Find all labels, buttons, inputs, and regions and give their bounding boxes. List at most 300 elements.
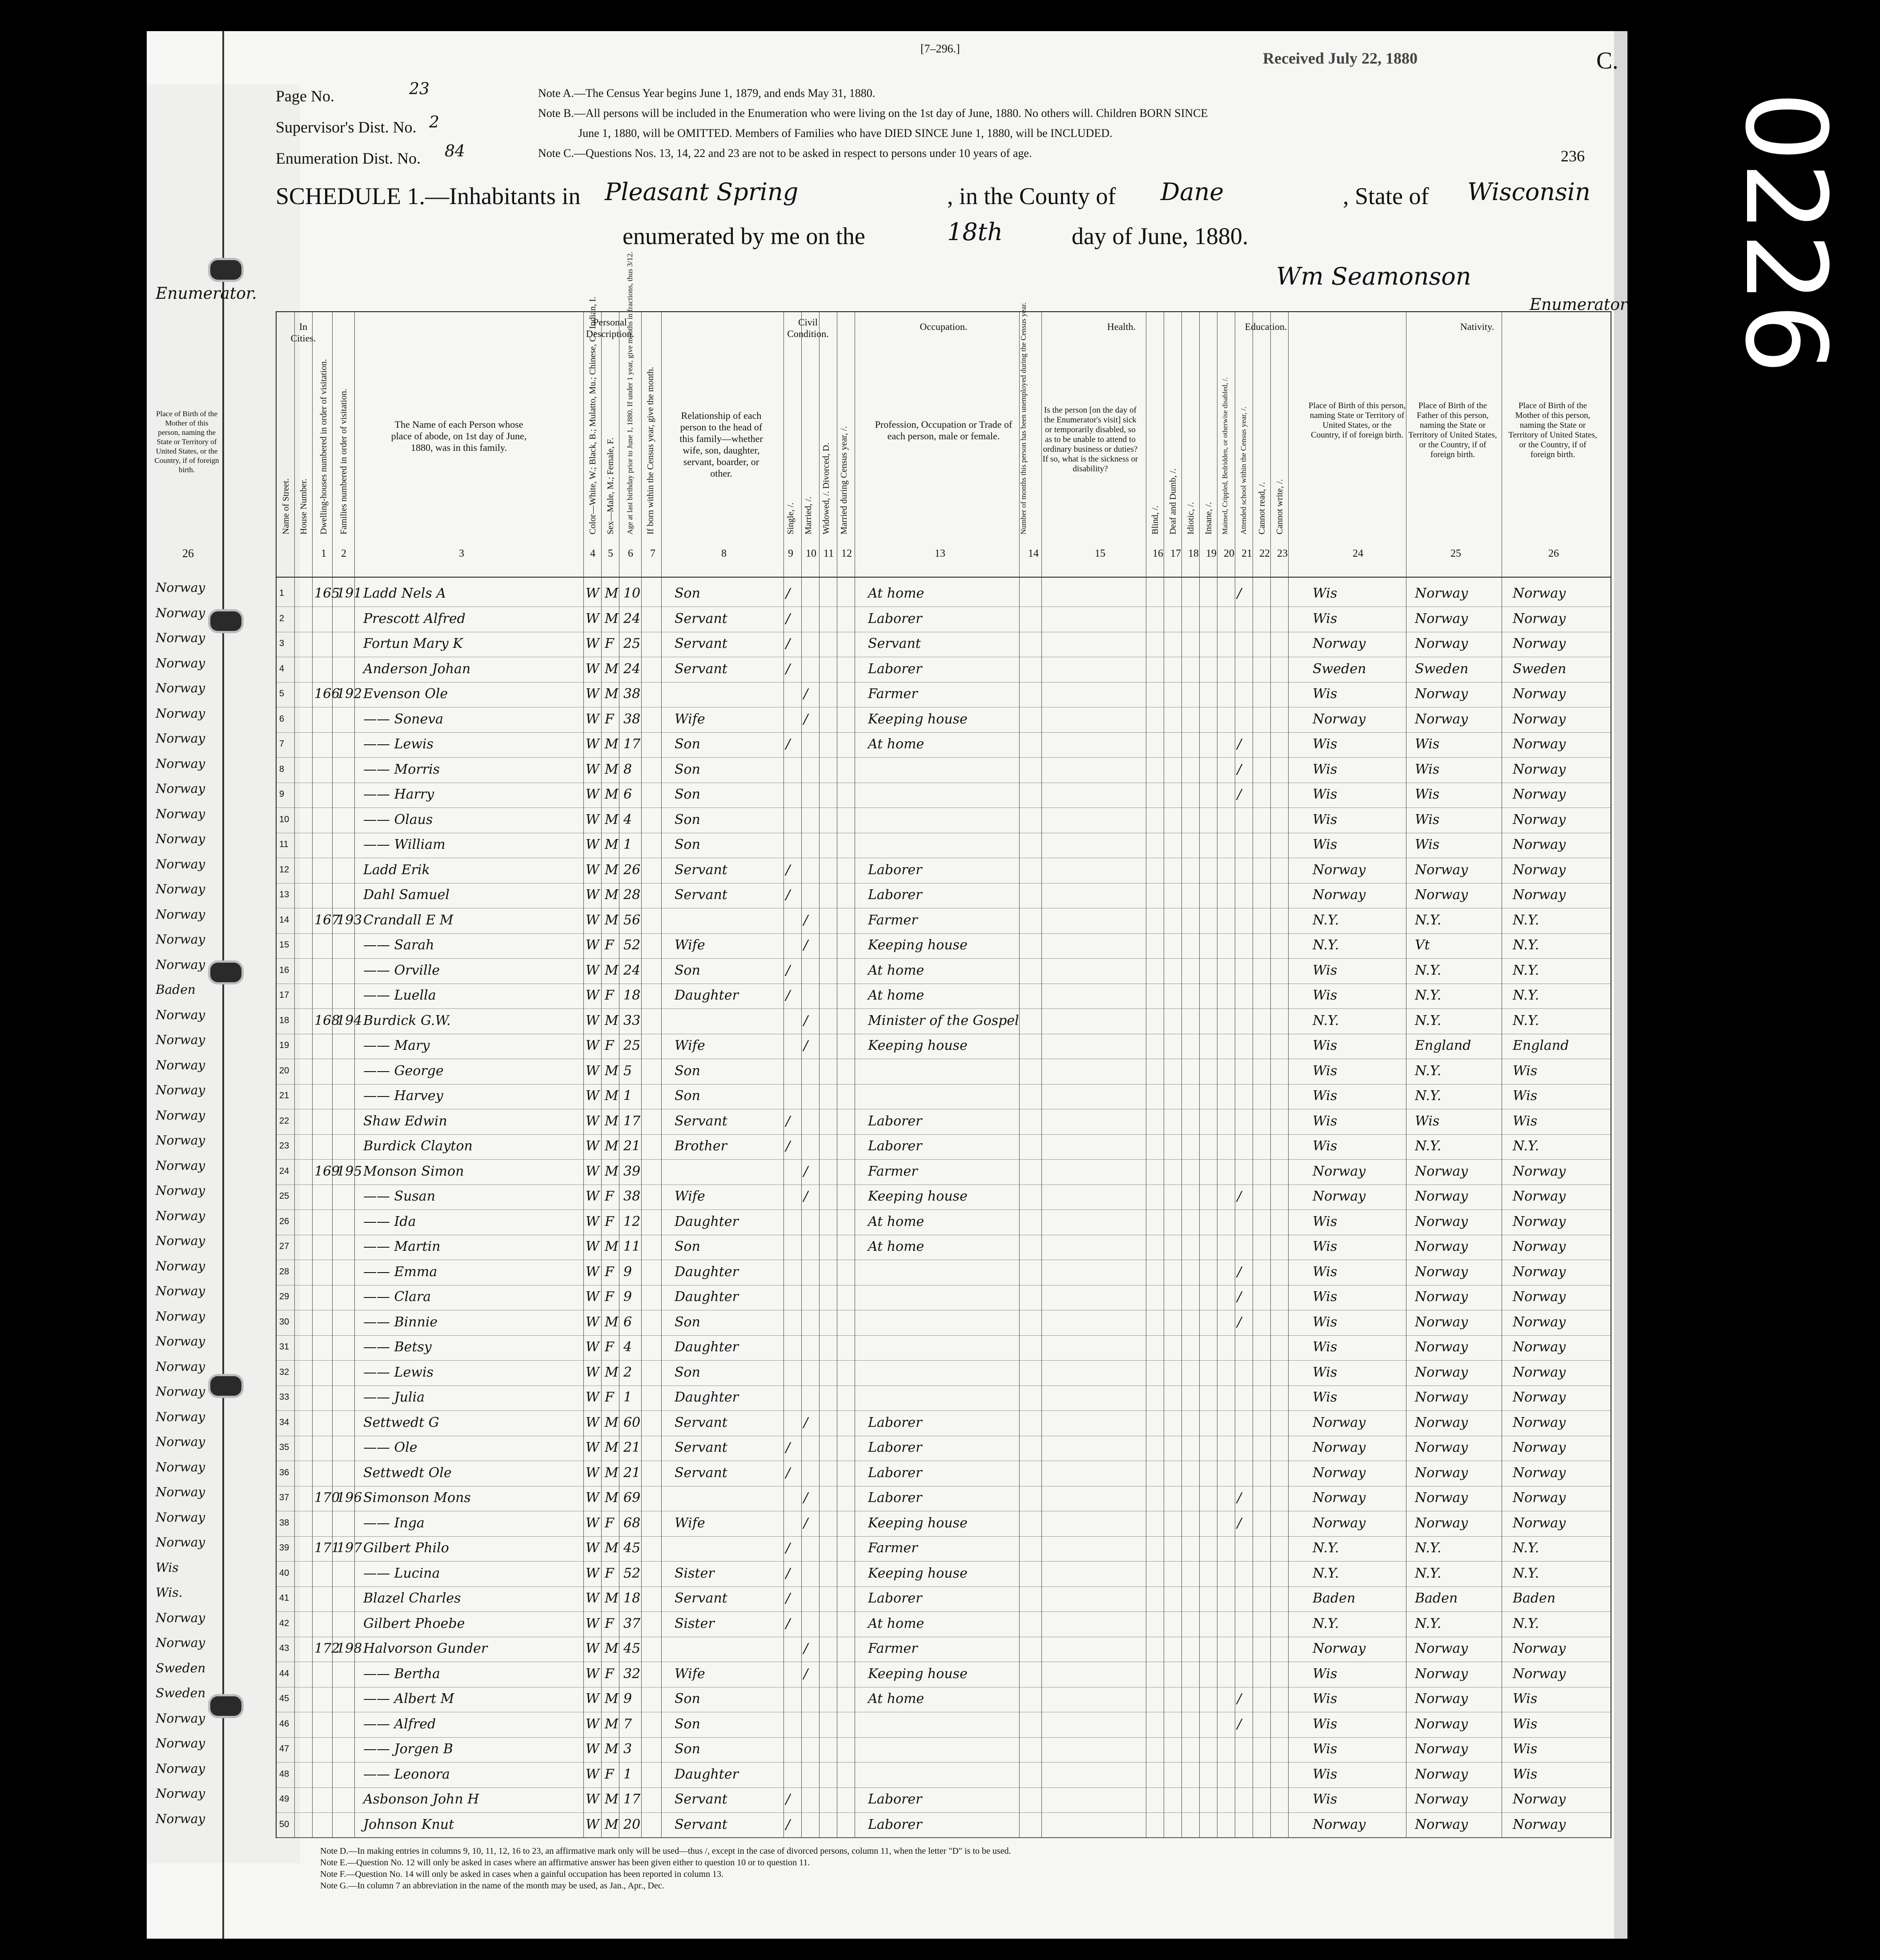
cell-name: —— Harvey bbox=[363, 1088, 443, 1104]
cell-rel: Wife bbox=[675, 1038, 705, 1053]
cell-father: Norway bbox=[1415, 711, 1468, 727]
cell-school: / bbox=[1237, 1289, 1242, 1305]
table-row bbox=[277, 858, 1611, 884]
cell-color: W bbox=[586, 1213, 599, 1229]
cell-single: / bbox=[786, 1138, 791, 1154]
column-number: 7 bbox=[650, 548, 655, 559]
cell-born: N.Y. bbox=[1313, 1565, 1339, 1581]
cell-color: W bbox=[586, 1012, 599, 1028]
county-label: , in the County of bbox=[947, 183, 1116, 209]
cell-color: W bbox=[586, 1615, 599, 1631]
cell-occ: Laborer bbox=[868, 1791, 922, 1807]
cell-single: / bbox=[786, 1440, 791, 1455]
cell-occ: At home bbox=[868, 1615, 924, 1631]
cell-color: W bbox=[586, 686, 599, 702]
cell-mother: Norway bbox=[1513, 1641, 1566, 1656]
cell-mother: N.Y. bbox=[1513, 962, 1539, 978]
cell-occ: Farmer bbox=[868, 912, 918, 928]
cell-age: 25 bbox=[623, 636, 641, 651]
cell-name: —— Sarah bbox=[363, 937, 434, 953]
cell-born: Norway bbox=[1313, 1189, 1366, 1204]
cell-single: / bbox=[786, 1465, 791, 1481]
cell-sex: M bbox=[605, 586, 619, 601]
cell-age: 25 bbox=[623, 1038, 641, 1053]
hdr-col-17: Deaf and Dumb, /. bbox=[1168, 468, 1178, 534]
cell-sex: M bbox=[605, 1440, 619, 1455]
cell-color: W bbox=[586, 887, 599, 903]
cell-school: / bbox=[1237, 1189, 1242, 1204]
cell-born: Wis bbox=[1313, 1364, 1338, 1380]
column-rule bbox=[312, 312, 313, 1837]
cell-rel: Son bbox=[675, 586, 700, 601]
note-e: Note E.—Question No. 12 will only be asked in cases where an affirmative answer has been given either to question 10 or to question 11. bbox=[320, 1858, 810, 1868]
cell-color: W bbox=[586, 1440, 599, 1455]
cell-rel: Wife bbox=[675, 1515, 705, 1531]
cell-age: 24 bbox=[623, 962, 641, 978]
cell-father: Wis bbox=[1415, 1113, 1440, 1129]
cell-rel: Son bbox=[675, 837, 700, 852]
binder-ring-icon bbox=[208, 960, 244, 984]
cell-school: / bbox=[1237, 1691, 1242, 1707]
cell-fam: 196 bbox=[337, 1490, 362, 1506]
cell-color: W bbox=[586, 1641, 599, 1656]
hdr-col-14: Number of months this person has been unemployed during the Census year. bbox=[1019, 302, 1028, 534]
row-number: 40 bbox=[279, 1568, 289, 1578]
cell-born: Norway bbox=[1313, 1414, 1366, 1430]
cell-rel: Son bbox=[675, 1239, 700, 1254]
cell-father: N.Y. bbox=[1415, 1012, 1442, 1028]
table-row bbox=[277, 1461, 1611, 1486]
cell-age: 6 bbox=[623, 1314, 632, 1330]
cell-mother: Norway bbox=[1513, 1465, 1566, 1481]
cell-single: / bbox=[786, 1565, 791, 1581]
cell-father: N.Y. bbox=[1415, 1063, 1442, 1079]
left-entry: Norway bbox=[156, 1108, 205, 1123]
cell-father: Norway bbox=[1415, 586, 1468, 601]
cell-sex: M bbox=[605, 1163, 619, 1179]
table-row bbox=[277, 1033, 1611, 1059]
cell-name: —— Olaus bbox=[363, 811, 433, 827]
cell-father: Norway bbox=[1415, 1741, 1468, 1757]
left-entry: Norway bbox=[156, 1535, 205, 1550]
cell-fam: 192 bbox=[337, 686, 362, 702]
left-entry: Norway bbox=[156, 1032, 205, 1047]
cell-age: 38 bbox=[623, 686, 641, 702]
cell-occ: Laborer bbox=[868, 1440, 922, 1455]
row-number: 10 bbox=[279, 814, 289, 824]
row-number: 38 bbox=[279, 1518, 289, 1528]
cell-sex: M bbox=[605, 1138, 619, 1154]
row-number: 2 bbox=[279, 613, 285, 623]
cell-single: / bbox=[786, 1113, 791, 1129]
cell-occ: Laborer bbox=[868, 1490, 922, 1506]
cell-age: 39 bbox=[623, 1163, 641, 1179]
cell-dw: 168 bbox=[314, 1012, 340, 1028]
cell-father: Vt bbox=[1415, 937, 1430, 953]
cell-school: / bbox=[1237, 1716, 1242, 1732]
cell-born: Wis bbox=[1313, 610, 1338, 627]
left-entry: Norway bbox=[156, 1736, 205, 1751]
cell-mother: Wis bbox=[1513, 1741, 1538, 1757]
page-no-value: 23 bbox=[409, 80, 430, 98]
cell-sex: M bbox=[605, 1239, 619, 1254]
cell-color: W bbox=[586, 1540, 599, 1556]
column-number: 9 bbox=[788, 548, 793, 559]
row-number: 11 bbox=[279, 839, 289, 849]
cell-rel: Servant bbox=[675, 1590, 727, 1606]
cell-color: W bbox=[586, 862, 599, 878]
cell-mother: N.Y. bbox=[1513, 937, 1539, 953]
cell-mother: N.Y. bbox=[1513, 1565, 1539, 1581]
column-number: 2 bbox=[341, 548, 346, 559]
cell-occ: Farmer bbox=[868, 1163, 918, 1179]
cell-age: 18 bbox=[623, 1590, 641, 1606]
cell-born: Wis bbox=[1313, 1088, 1338, 1104]
cell-born: Wis bbox=[1313, 686, 1338, 702]
cell-mother: Sweden bbox=[1513, 661, 1567, 677]
cell-rel: Daughter bbox=[675, 988, 739, 1003]
cell-married: / bbox=[803, 912, 808, 928]
cell-color: W bbox=[586, 1339, 599, 1355]
cell-father: Wis bbox=[1415, 761, 1440, 777]
cell-mother: Norway bbox=[1513, 686, 1566, 702]
cell-color: W bbox=[586, 962, 599, 978]
left-entry: Norway bbox=[156, 605, 205, 620]
note-g: Note G.—In column 7 an abbreviation in the name of the month may be used, as Jan., Apr., Dec. bbox=[320, 1881, 664, 1891]
hdr-col-26: Place of Birth of the Mother of this person, naming the State or Territory of United States, or the Country, if of foreign birth. bbox=[1508, 401, 1597, 459]
cell-father: Norway bbox=[1415, 610, 1468, 627]
left-entry: Norway bbox=[156, 1409, 205, 1424]
cell-age: 9 bbox=[623, 1264, 632, 1280]
column-number: 16 bbox=[1153, 548, 1163, 559]
cell-name: —— Mary bbox=[363, 1038, 430, 1053]
cell-age: 56 bbox=[623, 912, 641, 928]
cell-school: / bbox=[1237, 787, 1242, 802]
cell-name: Blazel Charles bbox=[363, 1590, 461, 1606]
row-number: 4 bbox=[279, 663, 285, 674]
note-d: Note D.—In making entries in columns 9, 10, 11, 12, 16 to 23, an affirmative mark only will be used—thus /, except in the case of divorced persons, column 11, when the letter "D" is to be used. bbox=[320, 1846, 1011, 1856]
cell-sex: M bbox=[605, 1113, 619, 1129]
cell-color: W bbox=[586, 787, 599, 802]
left-entry: Norway bbox=[156, 831, 205, 846]
cell-dw: 170 bbox=[314, 1490, 340, 1506]
cell-father: N.Y. bbox=[1415, 1138, 1442, 1154]
cell-father: Norway bbox=[1415, 1691, 1468, 1707]
cell-name: —— Albert M bbox=[363, 1691, 454, 1707]
cell-age: 52 bbox=[623, 937, 641, 953]
cell-age: 21 bbox=[623, 1465, 641, 1481]
cell-occ: Keeping house bbox=[868, 1565, 968, 1581]
table-row bbox=[277, 1787, 1611, 1813]
cell-rel: Servant bbox=[675, 1113, 727, 1129]
cell-age: 11 bbox=[623, 1239, 641, 1254]
cell-mother: Norway bbox=[1513, 711, 1566, 727]
cell-sex: M bbox=[605, 912, 619, 928]
cell-age: 45 bbox=[623, 1540, 641, 1556]
cell-father: Wis bbox=[1415, 811, 1440, 827]
column-rule bbox=[332, 312, 333, 1837]
hdr-col-3: The Name of each Person whose place of abode, on 1st day of June, 1880, was in this family. bbox=[391, 419, 527, 453]
cell-father: Norway bbox=[1415, 1213, 1468, 1229]
cell-age: 3 bbox=[623, 1741, 632, 1757]
left-entry: Sweden bbox=[156, 1686, 206, 1700]
cell-father: England bbox=[1415, 1038, 1471, 1053]
table-row bbox=[277, 1209, 1611, 1235]
cell-fam: 197 bbox=[337, 1540, 362, 1556]
cell-age: 17 bbox=[623, 736, 641, 752]
left-entry: Norway bbox=[156, 1208, 205, 1223]
cell-age: 4 bbox=[623, 811, 632, 827]
cell-born: Wis bbox=[1313, 736, 1338, 752]
cell-born: Norway bbox=[1313, 711, 1366, 727]
cell-name: Settwedt G bbox=[363, 1414, 439, 1430]
cell-sex: F bbox=[605, 988, 614, 1003]
cell-rel: Sister bbox=[675, 1565, 715, 1581]
cell-occ: Farmer bbox=[868, 686, 918, 702]
left-entry: Norway bbox=[156, 681, 205, 695]
cell-father: N.Y. bbox=[1415, 988, 1442, 1003]
cell-rel: Brother bbox=[675, 1138, 727, 1154]
cell-mother: Wis bbox=[1513, 1113, 1538, 1129]
row-number: 24 bbox=[279, 1166, 289, 1176]
table-row bbox=[277, 1611, 1611, 1637]
row-number: 26 bbox=[279, 1216, 289, 1226]
cell-married: / bbox=[803, 1038, 808, 1053]
cell-name: —— Lucina bbox=[363, 1565, 440, 1581]
cell-sex: M bbox=[605, 1791, 619, 1807]
cell-mother: Norway bbox=[1513, 1213, 1566, 1229]
form-number: [7–296.] bbox=[920, 42, 960, 55]
hdr-col-21: Attended school within the Census year, /. bbox=[1239, 406, 1248, 534]
row-number: 36 bbox=[279, 1467, 289, 1478]
cell-name: Dahl Samuel bbox=[363, 887, 450, 903]
cell-mother: Norway bbox=[1513, 1289, 1566, 1305]
hdr-col-9: Single, /. bbox=[786, 502, 795, 534]
cell-dw: 167 bbox=[314, 912, 340, 928]
left-entry: Norway bbox=[156, 1334, 205, 1349]
cell-fam: 191 bbox=[337, 586, 362, 601]
note-f: Note F.—Question No. 14 will only be asked in cases when a gainful occupation has been reported in column 13. bbox=[320, 1869, 724, 1879]
cell-age: 21 bbox=[623, 1440, 641, 1455]
column-number: 15 bbox=[1095, 548, 1105, 559]
cell-father: Norway bbox=[1415, 1716, 1468, 1732]
cell-father: Norway bbox=[1415, 1339, 1468, 1355]
cell-age: 17 bbox=[623, 1113, 641, 1129]
column-number: 20 bbox=[1224, 548, 1234, 559]
cell-dw: 169 bbox=[314, 1163, 340, 1179]
cell-rel: Daughter bbox=[675, 1339, 739, 1355]
row-number: 31 bbox=[279, 1342, 289, 1352]
cell-born: Wis bbox=[1313, 1791, 1338, 1807]
row-number: 15 bbox=[279, 940, 289, 950]
supervisor-value: 2 bbox=[429, 113, 439, 132]
cell-color: W bbox=[586, 988, 599, 1003]
row-number: 47 bbox=[279, 1744, 289, 1754]
table-row bbox=[277, 1712, 1611, 1738]
cell-sex: M bbox=[605, 1590, 619, 1606]
left-entry: Norway bbox=[156, 1057, 205, 1072]
cell-color: W bbox=[586, 1063, 599, 1079]
row-number: 6 bbox=[279, 714, 285, 724]
cell-sex: M bbox=[605, 736, 619, 752]
cell-name: Ladd Nels A bbox=[363, 586, 446, 601]
hdr-col-6: Age at last birthday prior to June 1, 1880. If under 1 year, give months in fractions, thus 3/12. bbox=[626, 251, 634, 534]
hdr-col-13: Profession, Occupation or Trade of each person, male or female. bbox=[875, 419, 1012, 442]
cell-age: 17 bbox=[623, 1791, 641, 1807]
cell-age: 38 bbox=[623, 1189, 641, 1204]
hdr-col-7: If born within the Census year, give the month. bbox=[646, 367, 655, 534]
cell-age: 68 bbox=[623, 1515, 641, 1531]
cell-born: Norway bbox=[1313, 1816, 1366, 1832]
enum-dist-value: 84 bbox=[445, 142, 465, 161]
row-number: 46 bbox=[279, 1719, 289, 1729]
table-row bbox=[277, 1385, 1611, 1411]
cell-color: W bbox=[586, 1289, 599, 1305]
cell-single: / bbox=[786, 636, 791, 651]
cell-age: 26 bbox=[623, 862, 641, 878]
cell-age: 18 bbox=[623, 988, 641, 1003]
hdr-col-25: Place of Birth of the Father of this person, naming the State or Territory of United States, or the Country, if of foreign birth. bbox=[1408, 401, 1497, 459]
cell-born: Wis bbox=[1313, 761, 1338, 777]
cell-name: Settwedt Ole bbox=[363, 1465, 452, 1481]
state-label: , State of bbox=[1343, 183, 1429, 209]
table-row bbox=[277, 1636, 1611, 1662]
enumeration-date-tail: day of June, 1880. bbox=[1072, 223, 1249, 249]
cell-single: / bbox=[786, 862, 791, 878]
row-number: 28 bbox=[279, 1266, 289, 1277]
left-entry: Norway bbox=[156, 882, 205, 896]
cell-age: 60 bbox=[623, 1414, 641, 1430]
column-number: 10 bbox=[806, 548, 816, 559]
column-number: 3 bbox=[459, 548, 464, 559]
left-entry: Norway bbox=[156, 1183, 205, 1198]
row-number: 19 bbox=[279, 1040, 289, 1050]
cell-mother: Norway bbox=[1513, 1390, 1566, 1405]
column-rule bbox=[1019, 312, 1020, 1837]
cell-color: W bbox=[586, 1088, 599, 1104]
cell-single: / bbox=[786, 610, 791, 627]
state-value: Wisconsin bbox=[1467, 178, 1591, 206]
cell-sex: M bbox=[605, 761, 619, 777]
cell-rel: Servant bbox=[675, 1414, 727, 1430]
cell-sex: F bbox=[605, 937, 614, 953]
cell-sex: F bbox=[605, 1038, 614, 1053]
column-number: 24 bbox=[1353, 548, 1363, 559]
cell-mother: Norway bbox=[1513, 1490, 1566, 1506]
cell-rel: Son bbox=[675, 787, 700, 802]
cell-rel: Son bbox=[675, 1314, 700, 1330]
cell-fam: 194 bbox=[337, 1012, 362, 1028]
row-number: 29 bbox=[279, 1292, 289, 1301]
left-entry: Norway bbox=[156, 1510, 205, 1525]
cell-sex: M bbox=[605, 610, 619, 627]
cell-mother: Wis bbox=[1513, 1716, 1538, 1732]
cell-born: Sweden bbox=[1313, 661, 1366, 677]
row-number: 45 bbox=[279, 1694, 289, 1703]
cell-name: —— Harry bbox=[363, 787, 434, 802]
row-number: 42 bbox=[279, 1618, 289, 1628]
row-number: 22 bbox=[279, 1116, 289, 1126]
column-rule bbox=[1181, 312, 1182, 1837]
cell-married: / bbox=[803, 1414, 808, 1430]
row-number: 3 bbox=[279, 639, 285, 648]
cell-father: Norway bbox=[1415, 1490, 1468, 1506]
cell-sex: M bbox=[605, 787, 619, 802]
hdr-civil: Civil Condition. bbox=[787, 317, 829, 339]
column-rule bbox=[583, 312, 584, 1837]
cell-father: Norway bbox=[1415, 1465, 1468, 1481]
cell-age: 6 bbox=[623, 787, 632, 802]
cell-school: / bbox=[1237, 586, 1242, 601]
cell-mother: N.Y. bbox=[1513, 1540, 1539, 1556]
hdr-col-16: Blind, /. bbox=[1150, 505, 1160, 534]
row-number: 17 bbox=[279, 990, 289, 1000]
column-rule bbox=[641, 312, 642, 1837]
cell-name: Burdick G.W. bbox=[363, 1012, 451, 1028]
cell-occ: Laborer bbox=[868, 1816, 922, 1832]
cell-rel: Son bbox=[675, 1088, 700, 1104]
cell-color: W bbox=[586, 811, 599, 827]
table-row bbox=[277, 1285, 1611, 1310]
cell-name: —— Ole bbox=[363, 1440, 418, 1455]
cell-father: Norway bbox=[1415, 1314, 1468, 1330]
cell-school: / bbox=[1237, 1314, 1242, 1330]
cell-father: Norway bbox=[1415, 862, 1468, 878]
cell-born: Wis bbox=[1313, 811, 1338, 827]
cell-father: N.Y. bbox=[1415, 962, 1442, 978]
column-number: 19 bbox=[1206, 548, 1217, 559]
cell-age: 9 bbox=[623, 1691, 632, 1707]
cell-single: / bbox=[786, 1791, 791, 1807]
table-row bbox=[277, 631, 1611, 657]
cell-sex: M bbox=[605, 661, 619, 677]
cell-father: Norway bbox=[1415, 1440, 1468, 1455]
row-number: 12 bbox=[279, 864, 289, 875]
cell-rel: Daughter bbox=[675, 1766, 739, 1782]
cell-occ: At home bbox=[868, 988, 924, 1003]
cell-age: 10 bbox=[623, 586, 641, 601]
cell-father: Norway bbox=[1415, 1515, 1468, 1531]
note-a: Note A.—The Census Year begins June 1, 1879, and ends May 31, 1880. bbox=[538, 87, 876, 100]
cell-born: Wis bbox=[1313, 787, 1338, 802]
cell-color: W bbox=[586, 1515, 599, 1531]
cell-father: Norway bbox=[1415, 1816, 1468, 1832]
table-row bbox=[277, 1184, 1611, 1210]
left-entry: Norway bbox=[156, 1158, 205, 1173]
column-rule bbox=[601, 312, 602, 1837]
table-row bbox=[277, 682, 1611, 707]
cell-mother: Norway bbox=[1513, 787, 1566, 802]
header-divider bbox=[277, 577, 1611, 578]
cell-father: N.Y. bbox=[1415, 1615, 1442, 1631]
cell-school: / bbox=[1237, 736, 1242, 752]
cell-born: Wis bbox=[1313, 837, 1338, 852]
table-row bbox=[277, 782, 1611, 808]
row-number: 35 bbox=[279, 1442, 289, 1452]
left-entry: Wis. bbox=[156, 1585, 183, 1600]
cell-sex: M bbox=[605, 862, 619, 878]
cell-rel: Servant bbox=[675, 1440, 727, 1455]
cell-color: W bbox=[586, 1716, 599, 1732]
cell-father: Norway bbox=[1415, 1390, 1468, 1405]
cell-name: —— Inga bbox=[363, 1515, 425, 1531]
cell-age: 24 bbox=[623, 661, 641, 677]
column-number: 12 bbox=[841, 548, 852, 559]
cell-born: Wis bbox=[1313, 1239, 1338, 1254]
cell-color: W bbox=[586, 1741, 599, 1757]
cell-father: Norway bbox=[1415, 1163, 1468, 1179]
cell-sex: M bbox=[605, 1012, 619, 1028]
